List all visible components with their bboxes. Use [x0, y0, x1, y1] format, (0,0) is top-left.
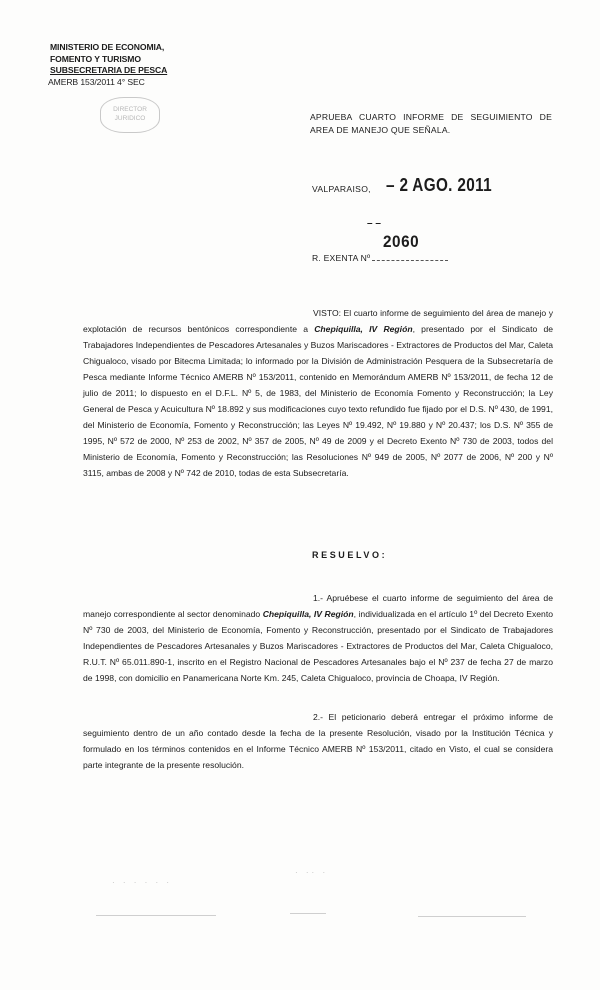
stamp-line-2: JURIDICO [114, 115, 146, 122]
exenta-blank-line [372, 260, 448, 261]
ministry-line-1: MINISTERIO DE ECONOMIA, [50, 42, 165, 52]
resolution-subject: APRUEBA CUARTO INFORME DE SEGUIMIENTO DE AREA DE MANEJO QUE SEÑALA. [310, 112, 552, 135]
point1-rest: , individualizada en el artículo 1º del Decreto Exento Nº 730 de 2003, del Ministerio de Economía, Fomento y Reconstrucción, presentado por el Sindicato de Trabajadores Independientes de Pescadores Artesanales y Buzos Mariscadores - Extractores de Productos del Mar, Caleta Chigualoco, R.U.T. Nº 65.011.890-1, inscrito en el Registro Nacional de Pescadores Artesanales bajo el Nº 237 de fecha 27 de marzo de 1998, con domicilio en Panamericana Norte Km. 245, Caleta Chigualoco, provincia de Choapa, IV Región. [83, 609, 553, 683]
resuelvo-point-2: 2.- El peticionario deberá entregar el próximo informe de seguimiento dentro de un año contado desde la fecha de la presente Resolución, visado por la Institución Técnica y formulado en los términos contenidos en el Informe Técnico AMERB Nº 153/2011, citado en Visto, el cual se considera parte integrante de la presente resolución. [83, 712, 553, 770]
resuelvo-point-1 [83, 590, 553, 686]
reference-line: AMERB 153/2011 4° SEC [48, 76, 145, 87]
handwritten-mark: – – [367, 218, 381, 229]
ministry-header [50, 42, 200, 88]
footer-rule-center [290, 913, 326, 914]
footer-rule-left [96, 915, 216, 916]
point1-intro: 1.- Apruébese el cuarto informe de seguimiento del área de manejo correspondiente al sector denominado [83, 593, 553, 619]
stamp-line-1: DIRECTOR [113, 106, 147, 113]
point1-sector: Chepiquilla, IV Región [262, 609, 354, 619]
visto-paragraph [83, 305, 553, 481]
visto-intro: VISTO: El cuarto informe de seguimiento del área de manejo y explotación de recursos bentónicos correspondiente a [83, 308, 553, 334]
official-stamp [100, 97, 160, 133]
resuelvo-heading: RESUELVO: [312, 550, 388, 560]
date-stamp: – 2 AGO. 2011 [386, 175, 492, 195]
ministry-line-2: FOMENTO Y TURISMO [50, 53, 141, 64]
exenta-label: R. EXENTA Nº [312, 253, 371, 263]
footer-rule-right [418, 916, 526, 917]
visto-rest: , presentado por el Sindicato de Trabajadores Independientes de Pescadores Artesanales y Buzos Mariscadores - Extractores de Productos del Mar, Caleta Chigualoco, visado por Bitecma Limitada; lo informado por la División de Administración Pesquera de la Subsecretaría de Pesca mediante Informe Técnico AMERB Nº 153/2011, contenido en Memorándum AMERB Nº 153/2011, de fecha 12 de julio de 2011; lo dispuesto en el D.F.L. Nº 5, de 1983, del Ministerio de Economía Fomento y Reconstrucción; la Ley General de Pesca y Acuicultura Nº 18.892 y sus modificaciones cuyo texto refundido fue fijado por el D.S. Nº 430, de 1991, del Ministerio de Economía, Fomento y Reconstrucción; las Leyes Nº 19.492, Nº 19.880 y Nº 20.437; los D.S. Nº 355 de 1995, Nº 572 de 2000, Nº 253 de 2002, Nº 357 de 2005, Nº 49 de 2009 y el Decreto Exento Nº 730 de 2003, todos del Ministerio de Economía, Fomento y Reconstrucción; las Resoluciones Nº 949 de 2005, Nº 2077 de 2006, Nº 200 y Nº 3115, ambas de 2008 y Nº 742 de 2010, todas de esta Subsecretaría. [83, 324, 554, 478]
resolution-number: 2060 [383, 232, 420, 251]
resolution-exenta-line [312, 253, 448, 263]
visto-sector: Chepiquilla, IV Región [314, 324, 413, 334]
subsecretaria-line: SUBSECRETARIA DE PESCA [50, 65, 168, 76]
faint-signature-marks: · ·· · [295, 868, 329, 877]
faint-marks-left: · · · · · · [112, 878, 173, 887]
place-label: VALPARAISO, [312, 184, 371, 194]
